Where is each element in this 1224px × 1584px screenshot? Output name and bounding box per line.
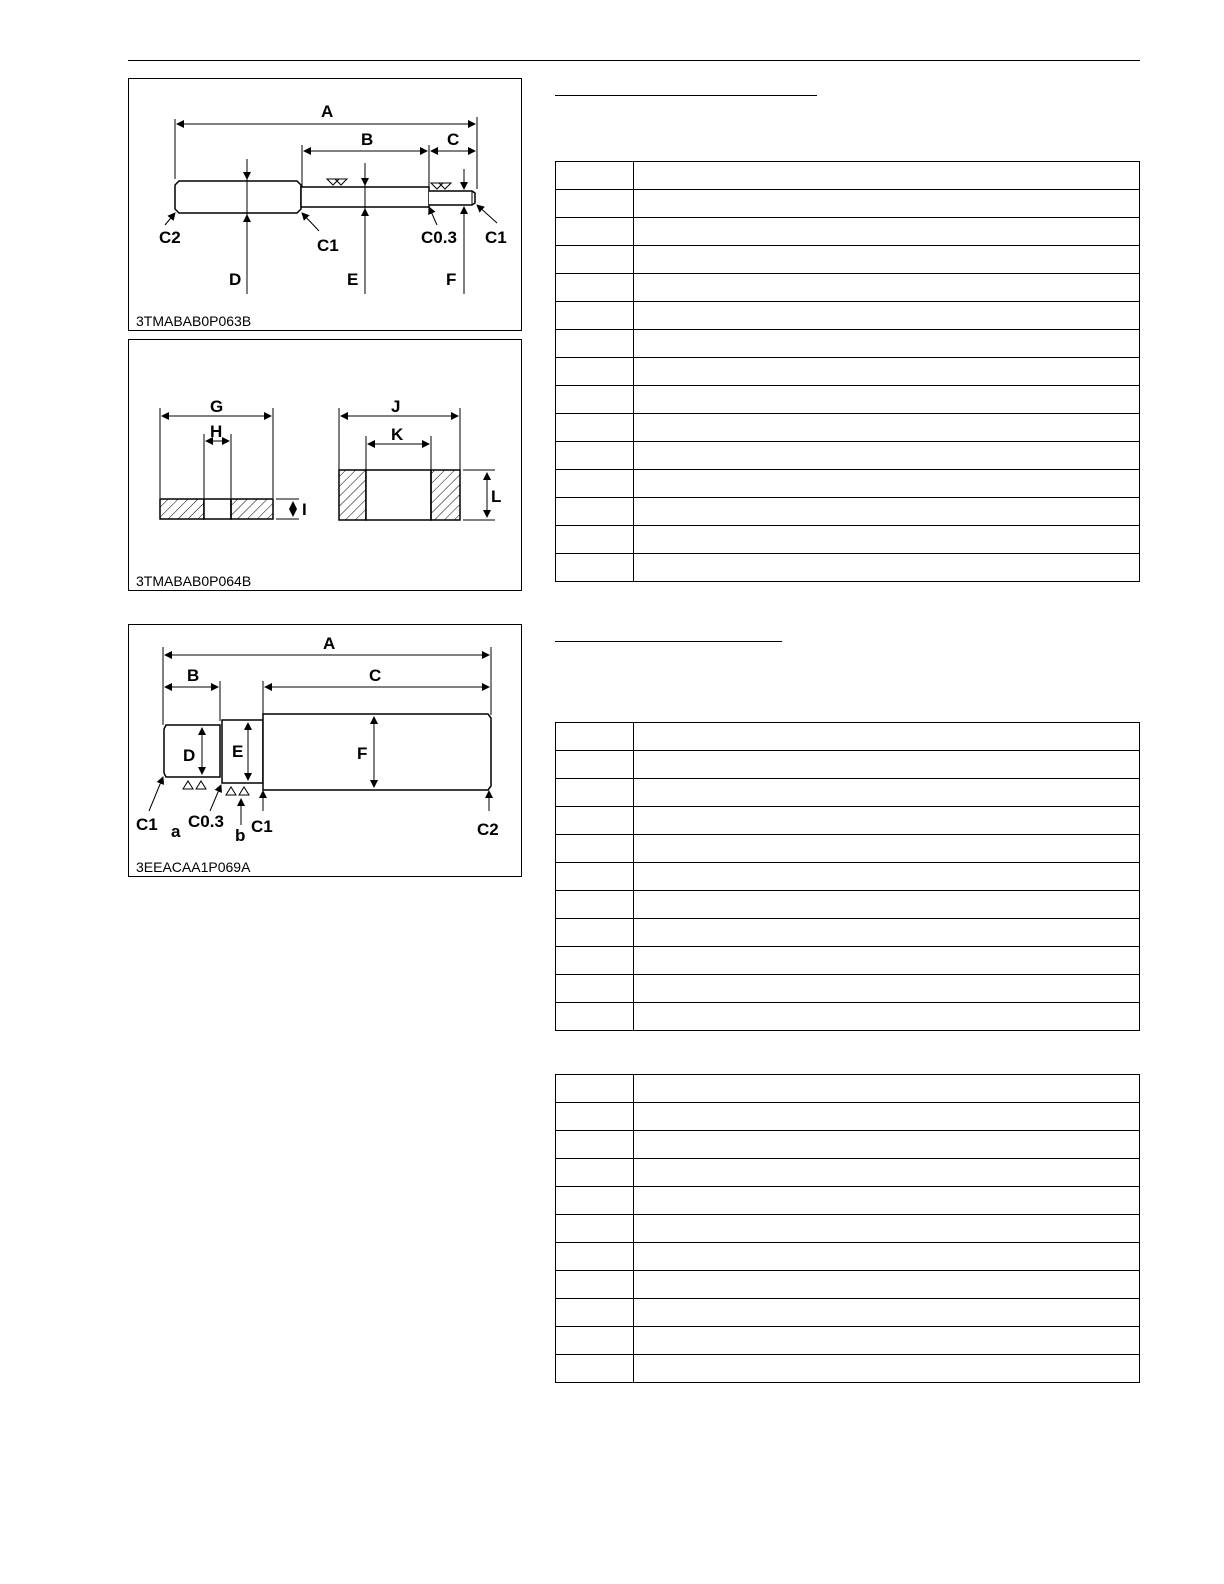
table-cell-key	[556, 1299, 634, 1327]
table-row	[556, 1355, 1140, 1383]
table-row	[556, 386, 1140, 414]
table-cell-value	[634, 1299, 1140, 1327]
table-cell-value	[634, 218, 1140, 246]
table-cell-key	[556, 835, 634, 863]
table-cell-key	[556, 891, 634, 919]
table-cell-value	[634, 302, 1140, 330]
table-row	[556, 723, 1140, 751]
table-cell-key	[556, 274, 634, 302]
table-row	[556, 1271, 1140, 1299]
table-row	[556, 1131, 1140, 1159]
dim-D-label: D	[183, 746, 196, 765]
section-heading-rule-1	[555, 95, 817, 96]
table-cell-key	[556, 526, 634, 554]
table-cell-key	[556, 358, 634, 386]
figure-shaft-2	[128, 624, 522, 877]
table-cell-value	[634, 863, 1140, 891]
dim-D-label: D	[229, 270, 242, 289]
table-cell-value	[634, 751, 1140, 779]
section-heading-rule-2	[555, 641, 782, 642]
table-cell-value	[634, 274, 1140, 302]
figure-shaft-1	[128, 78, 522, 331]
table-cell-key	[556, 1271, 634, 1299]
table-cell-value	[634, 1327, 1140, 1355]
table-cell-key	[556, 807, 634, 835]
table-row	[556, 302, 1140, 330]
table-cell-value	[634, 442, 1140, 470]
dim-G-label: G	[210, 397, 224, 416]
table-cell-value	[634, 807, 1140, 835]
dim-I-label: I	[302, 500, 307, 519]
finish-b-label: b	[235, 826, 246, 845]
chamfer-C1-label: C1	[136, 815, 158, 834]
dim-K-label: K	[391, 425, 404, 444]
table-cell-value	[634, 1103, 1140, 1131]
dim-L-label: L	[491, 487, 502, 506]
dim-C-label: C	[369, 666, 382, 685]
table-row	[556, 1327, 1140, 1355]
table-row	[556, 891, 1140, 919]
chamfer-C2-label: C2	[477, 820, 499, 839]
table-cell-value	[634, 246, 1140, 274]
table-row	[556, 526, 1140, 554]
chamfer-C1b-label: C1	[251, 817, 273, 836]
shaft-2-drawing	[129, 625, 523, 878]
spec-table	[555, 722, 1140, 1031]
table-row	[556, 1103, 1140, 1131]
table-cell-value	[634, 919, 1140, 947]
dim-F-label: F	[357, 744, 368, 763]
table-cell-value	[634, 190, 1140, 218]
table-row	[556, 919, 1140, 947]
figure-id: 3TMABAB0P064B	[136, 573, 252, 589]
table-cell-key	[556, 1327, 634, 1355]
table-cell-value	[634, 1355, 1140, 1383]
chamfer-C1b-label: C1	[485, 228, 507, 247]
dim-E-label: E	[347, 270, 359, 289]
table-cell-value	[634, 414, 1140, 442]
header-rule	[128, 60, 1140, 61]
sections-drawing	[129, 340, 523, 592]
table-cell-value	[634, 947, 1140, 975]
table-row	[556, 218, 1140, 246]
table-cell-value	[634, 330, 1140, 358]
table-cell-value	[634, 526, 1140, 554]
figure-id: 3TMABAB0P063B	[136, 313, 252, 329]
table-row	[556, 498, 1140, 526]
table-row	[556, 1159, 1140, 1187]
table-row	[556, 274, 1140, 302]
spec-table	[555, 1074, 1140, 1383]
table-row	[556, 751, 1140, 779]
table-cell-key	[556, 975, 634, 1003]
dim-J-label: J	[391, 397, 401, 416]
table-cell-key	[556, 1131, 634, 1159]
chamfer-C1-label: C1	[317, 236, 339, 255]
table-cell-key	[556, 414, 634, 442]
table-cell-key	[556, 1215, 634, 1243]
table-cell-value	[634, 358, 1140, 386]
table-cell-value	[634, 1243, 1140, 1271]
dim-A-label: A	[323, 634, 336, 653]
dim-B-label: B	[361, 130, 374, 149]
table-cell-key	[556, 190, 634, 218]
table-cell-value	[634, 498, 1140, 526]
table-cell-key	[556, 1187, 634, 1215]
table-cell-value	[634, 975, 1140, 1003]
table-row	[556, 190, 1140, 218]
dim-C-label: C	[447, 130, 460, 149]
chamfer-C03-label: C0.3	[188, 812, 224, 831]
table-cell-key	[556, 162, 634, 190]
dim-F-label: F	[446, 270, 457, 289]
table-cell-key	[556, 1159, 634, 1187]
table-cell-value	[634, 835, 1140, 863]
table-cell-key	[556, 1003, 634, 1031]
dim-B-label: B	[187, 666, 200, 685]
table-cell-value	[634, 1159, 1140, 1187]
table-row	[556, 947, 1140, 975]
table-row	[556, 246, 1140, 274]
table-cell-value	[634, 1075, 1140, 1103]
table-row	[556, 442, 1140, 470]
table-cell-value	[634, 1003, 1140, 1031]
table-cell-value	[634, 554, 1140, 582]
table-cell-value	[634, 470, 1140, 498]
dim-A-label: A	[321, 102, 334, 121]
table-cell-value	[634, 1131, 1140, 1159]
table-cell-key	[556, 1243, 634, 1271]
chamfer-C2-label: C2	[159, 228, 181, 247]
table-cell-key	[556, 947, 634, 975]
table-cell-key	[556, 330, 634, 358]
finish-a-label: a	[171, 822, 181, 841]
table-cell-key	[556, 751, 634, 779]
table-cell-key	[556, 386, 634, 414]
table-row	[556, 863, 1140, 891]
table-cell-key	[556, 246, 634, 274]
table-row	[556, 358, 1140, 386]
table-row	[556, 1187, 1140, 1215]
table-cell-key	[556, 1355, 634, 1383]
figure-sections	[128, 339, 522, 591]
table-row	[556, 414, 1140, 442]
shaft-1-drawing	[129, 79, 523, 332]
table-cell-key	[556, 1075, 634, 1103]
table-row	[556, 1299, 1140, 1327]
table-cell-key	[556, 554, 634, 582]
table-row	[556, 779, 1140, 807]
table-cell-value	[634, 1215, 1140, 1243]
table-cell-key	[556, 863, 634, 891]
chamfer-C03-label: C0.3	[421, 228, 457, 247]
table-cell-key	[556, 498, 634, 526]
dim-E-label: E	[232, 742, 244, 761]
table-cell-value	[634, 891, 1140, 919]
table-cell-value	[634, 1187, 1140, 1215]
table-cell-key	[556, 723, 634, 751]
table-cell-key	[556, 779, 634, 807]
table-cell-value	[634, 779, 1140, 807]
table-row	[556, 1075, 1140, 1103]
table-row	[556, 1243, 1140, 1271]
table-row	[556, 162, 1140, 190]
table-cell-key	[556, 442, 634, 470]
spec-table	[555, 161, 1140, 582]
table-row	[556, 807, 1140, 835]
dim-H-label: H	[210, 422, 223, 441]
table-cell-value	[634, 1271, 1140, 1299]
table-cell-key	[556, 919, 634, 947]
table-row	[556, 330, 1140, 358]
table-row	[556, 470, 1140, 498]
table-row	[556, 554, 1140, 582]
table-row	[556, 975, 1140, 1003]
table-cell-value	[634, 723, 1140, 751]
table-row	[556, 1003, 1140, 1031]
table-cell-key	[556, 470, 634, 498]
table-cell-value	[634, 386, 1140, 414]
table-cell-key	[556, 1103, 634, 1131]
table-cell-key	[556, 218, 634, 246]
figure-id: 3EEACAA1P069A	[136, 859, 251, 875]
table-row	[556, 1215, 1140, 1243]
table-row	[556, 835, 1140, 863]
table-cell-value	[634, 162, 1140, 190]
table-cell-key	[556, 302, 634, 330]
